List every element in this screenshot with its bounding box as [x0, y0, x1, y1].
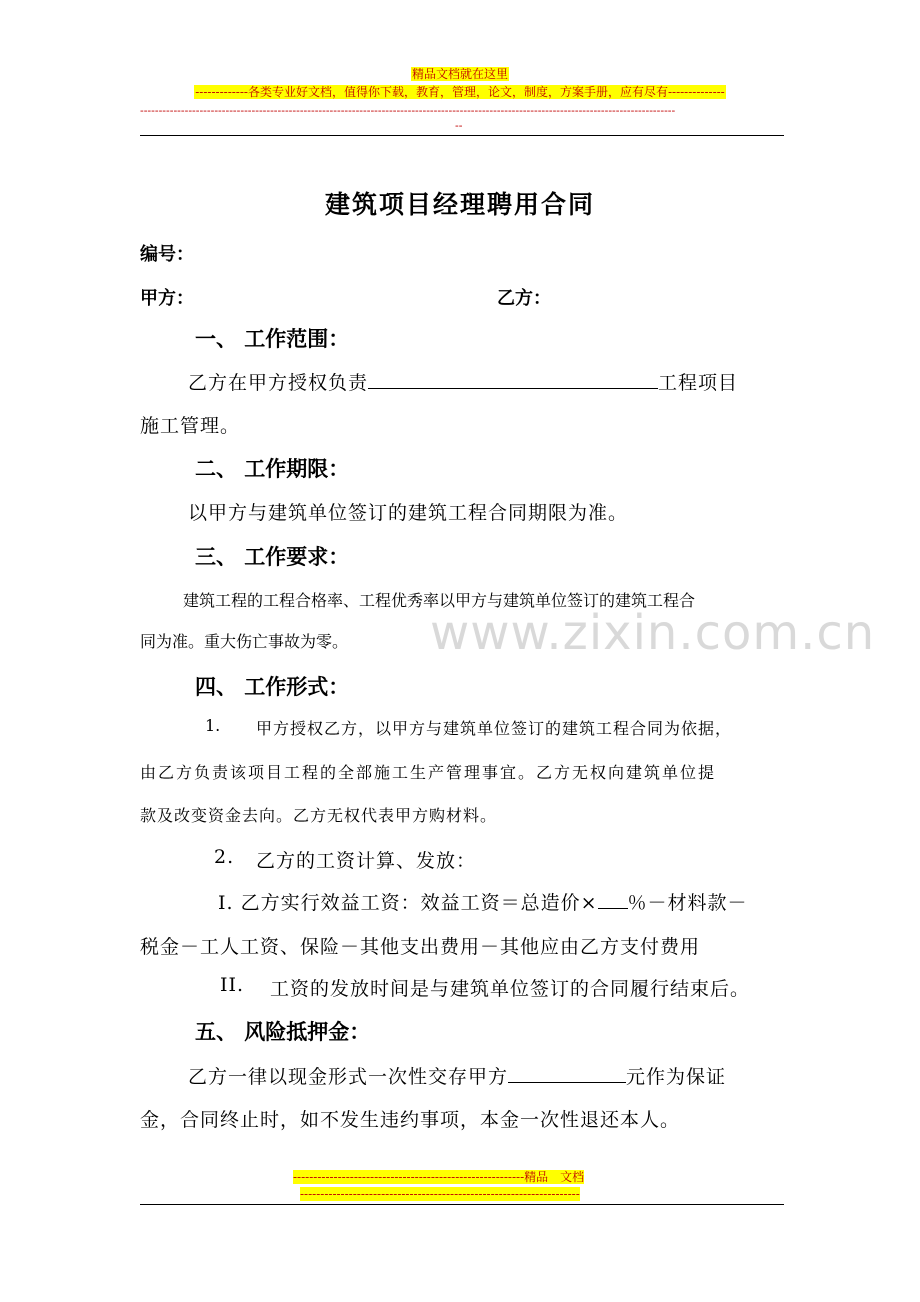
section-5-paragraph-line1: 乙方一律以现金形式一次性交存甲方 元作为保证 — [188, 1066, 727, 1088]
section-4-item1-line1: 甲方授权乙方，以甲方与建筑单位签订的建筑工程合同为依据， — [256, 719, 733, 738]
watermark: www.zixin.com.cn — [430, 605, 876, 661]
section-2-heading: 二、 工作期限： — [195, 457, 350, 481]
footer-line2: --------------------------------------------------------------------- — [300, 1187, 580, 1201]
section-1-heading: 一、 工作范围： — [195, 327, 350, 351]
section-4-item2-number: 2. — [214, 846, 235, 868]
section-4-i-line2: 税金－工人工资、保险－其他支出费用－其他应由乙方支付费用 — [140, 936, 701, 958]
section-4-ii-text: 工资的发放时间是与建筑单位签订的合同履行结束后。 — [270, 978, 751, 1000]
section-4-item1-line3: 款及改变资金去向。乙方无权代表甲方购材料。 — [140, 806, 498, 825]
header-dash-tail: -- — [455, 119, 463, 132]
project-name-blank[interactable] — [368, 370, 658, 389]
document-title: 建筑项目经理聘用合同 — [324, 190, 595, 219]
footer-rule — [140, 1204, 784, 1205]
section-3-heading: 三、 工作要求： — [195, 545, 350, 569]
section-3-paragraph-line1: 建筑工程的工程合格率、工程优秀率以甲方与建筑单位签订的建筑工程合 — [183, 591, 696, 610]
section-4-item1-number: 1. — [205, 716, 221, 735]
section-4-i-line1: I. 乙方实行效益工资：效益工资＝总造价× ％－材料款－ — [218, 892, 748, 914]
footer-line1: ---------------------------------------------------------精品 文档 — [293, 1170, 585, 1184]
section-4-heading: 四、 工作形式： — [195, 675, 350, 699]
section-4-item1-line2: 由乙方负责该项目工程的全部施工生产管理事宜。乙方无权向建筑单位提 — [140, 763, 717, 782]
header-banner-subtitle: -------------各类专业好文档，值得你下载，教育，管理，论文，制度，方案手册，应有尽有-------------- — [195, 85, 725, 99]
section-1-paragraph-line2: 施工管理。 — [140, 415, 241, 437]
deposit-amount-blank[interactable] — [508, 1064, 626, 1083]
section-5-heading: 五、 风险抵押金： — [195, 1020, 371, 1044]
header-rule — [140, 135, 784, 136]
section-4-ii-number: II. — [220, 974, 245, 996]
party-b-label: 乙方： — [497, 288, 551, 309]
section-2-paragraph: 以甲方与建筑单位签订的建筑工程合同期限为准。 — [188, 502, 629, 524]
contract-number-label: 编号： — [140, 244, 194, 265]
percentage-blank[interactable] — [598, 890, 628, 909]
section-5-paragraph-line2: 金，合同终止时，如不发生违约事项，本金一次性退还本人。 — [140, 1109, 681, 1131]
section-4-item2-text: 乙方的工资计算、发放： — [256, 850, 477, 872]
section-1-paragraph-line1: 乙方在甲方授权负责 工程项目 — [188, 372, 739, 394]
header-banner-title: 精品文档就在这里 — [411, 67, 508, 81]
section-3-paragraph-line2: 同为准。重大伤亡事故为零。 — [140, 632, 349, 651]
party-a-label: 甲方： — [140, 288, 194, 309]
header-dash-line: ------------------------------------------------------------------------------------------------------------------------------------------------ — [140, 104, 676, 117]
